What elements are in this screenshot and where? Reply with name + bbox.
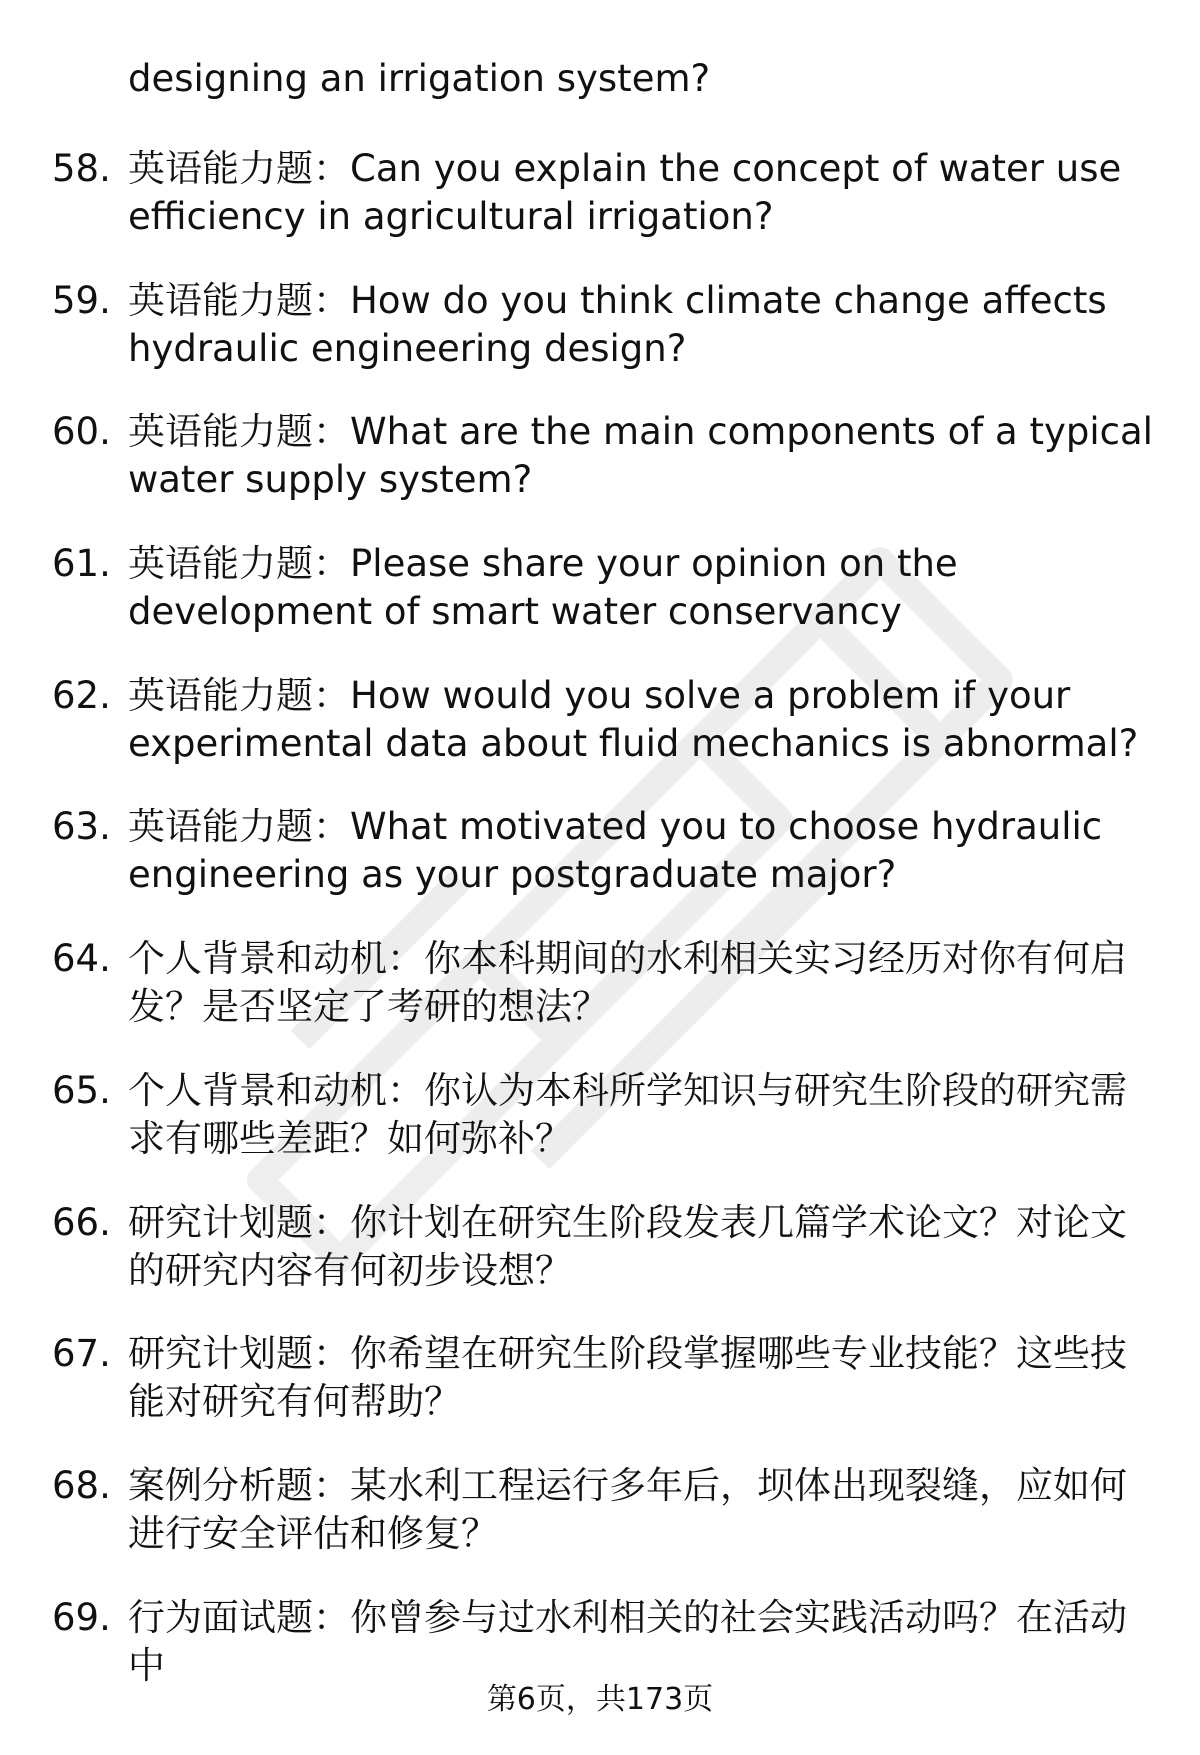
list-item [0, 1330, 1200, 1462]
page-number-footer: 第6页，共173页 [486, 1682, 714, 1717]
list-item [0, 408, 1200, 540]
question-number: 61. [52, 542, 111, 586]
question-text: 个人背景和动机：你认为本科所学知识与研究生阶段的研究需求有哪些差距？如何弥补？ [128, 1068, 1127, 1160]
question-number: 60. [52, 410, 111, 454]
question-number: 67. [52, 1332, 111, 1376]
question-text: 行为面试题：你曾参与过水利相关的社会实践活动吗？在活动中 [128, 1595, 1127, 1687]
list-item [0, 1462, 1200, 1594]
question-number: 69. [52, 1595, 111, 1639]
question-text: 英语能力题：What motivated you to choose hydraulic engineering as your postgraduate major? [128, 805, 1103, 897]
list-item [0, 935, 1200, 1067]
question-text: 研究计划题：你希望在研究生阶段掌握哪些专业技能？这些技能对研究有何帮助？ [128, 1332, 1127, 1424]
question-number: 65. [52, 1068, 111, 1112]
question-text: 英语能力题：What are the main components of a typical water supply system? [128, 410, 1153, 502]
list-item [0, 672, 1200, 804]
question-number: 59. [52, 278, 111, 322]
question-number: 68. [52, 1463, 111, 1507]
question-text: 英语能力题：Can you explain the concept of water use efficiency in agricultural irrigation? [128, 147, 1122, 238]
question-text: 英语能力题：How do you think climate change affects hydraulic engineering design? [128, 278, 1107, 370]
list-item [0, 803, 1200, 935]
question-text: 案例分析题：某水利工程运行多年后，坝体出现裂缝，应如何进行安全评估和修复？ [128, 1463, 1127, 1555]
list-item [0, 1199, 1200, 1331]
question-text: 英语能力题：Please share your opinion on the development of smart water conservancy [128, 542, 958, 634]
list-item [0, 540, 1200, 672]
list-item [0, 145, 1200, 277]
question-number: 58. [52, 147, 111, 190]
question-list [0, 145, 1200, 1725]
question-number: 62. [52, 673, 111, 717]
list-item [0, 1067, 1200, 1199]
question-number: 66. [52, 1200, 111, 1244]
question-text: 个人背景和动机：你本科期间的水利相关实习经历对你有何启发？是否坚定了考研的想法？ [128, 937, 1127, 1029]
question-text: 研究计划题：你计划在研究生阶段发表几篇学术论文？对论文的研究内容有何初步设想？ [128, 1200, 1127, 1292]
list-item [0, 277, 1200, 409]
continuation-text: designing an irrigation system? [128, 57, 711, 100]
question-number: 64. [52, 937, 111, 981]
question-number: 63. [52, 805, 111, 849]
question-text: 英语能力题：How would you solve a problem if your experimental data about fluid mechanics is abnormal? [128, 673, 1139, 765]
